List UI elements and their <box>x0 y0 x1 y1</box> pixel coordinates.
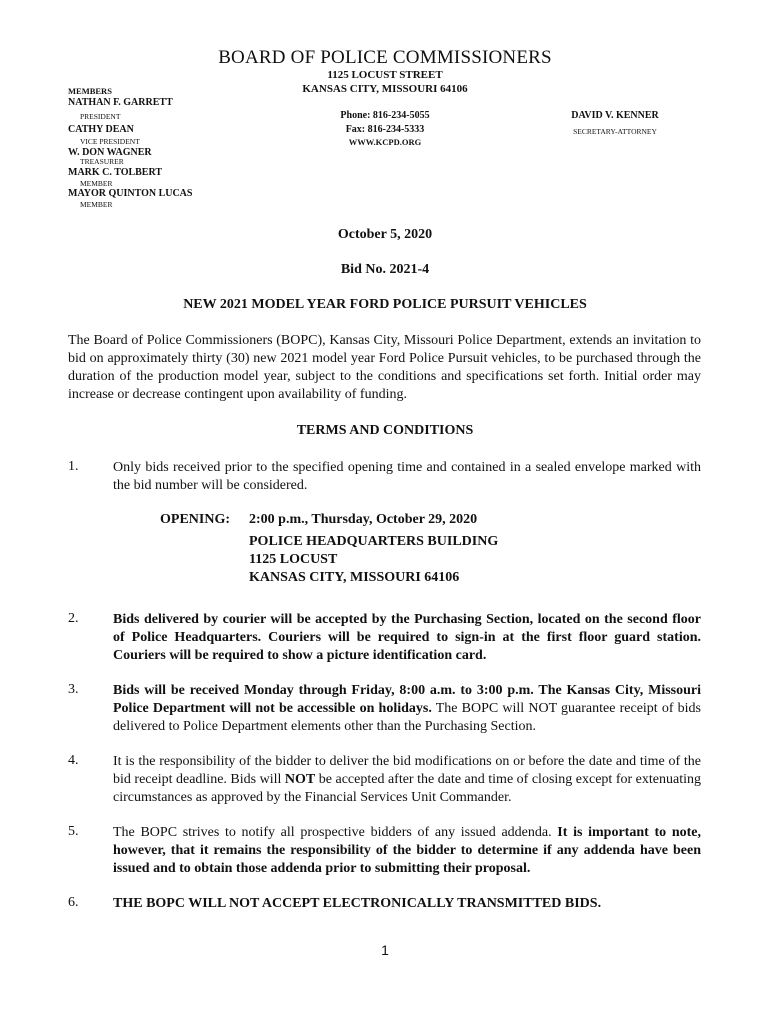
member-name: NATHAN F. GARRETT <box>68 97 173 108</box>
opening-street: 1125 LOCUST <box>249 552 338 567</box>
term-item-2: Bids delivered by courier will be accepted by the Purchasing Section, located on the second floor of Police Headquarters. Couriers will be required to sign-in at the first floor guard station. Couriers will be required to show a picture identification card. <box>113 612 701 663</box>
letterhead-city: KANSAS CITY, MISSOURI 64106 <box>302 83 468 95</box>
letter-date: October 5, 2020 <box>337 227 433 242</box>
term-item-3 <box>113 682 701 736</box>
item-number: 2. <box>68 611 79 626</box>
members-label: MEMBERS <box>68 86 112 96</box>
term-item-4-b: be accepted after the date and time of closing except for extenuating circumstances as approved by the Financial Services Unit Commander. <box>113 772 701 805</box>
terms-heading: TERMS AND CONDITIONS <box>296 423 474 438</box>
item-number: 3. <box>68 682 79 697</box>
member-role: VICE PRESIDENT <box>80 137 140 146</box>
item-number: 5. <box>68 824 79 839</box>
member-role: PRESIDENT <box>80 112 121 121</box>
opening-label: OPENING: <box>160 512 230 527</box>
letter-subject: NEW 2021 MODEL YEAR FORD POLICE PURSUIT VEHICLES <box>183 297 587 312</box>
term-item-5 <box>113 824 701 878</box>
term-item-6: THE BOPC WILL NOT ACCEPT ELECTRONICALLY TRANSMITTED BIDS. <box>113 896 602 911</box>
term-item-4 <box>113 753 701 807</box>
member-name: MARK C. TOLBERT <box>68 167 163 178</box>
member-name: W. DON WAGNER <box>68 147 152 158</box>
item-number: 6. <box>68 895 79 910</box>
term-item-5-bold: It is important to note, however, that it remains the responsibility of the bidder to determine if any addenda have been issued and to obtain those addenda prior to submitting their proposal. <box>113 825 702 876</box>
term-item-3-bold: Bids will be received Monday through Friday, 8:00 a.m. to 3:00 p.m. The Kansas City, Missouri Police Department will not be accessible on holidays. <box>113 683 701 716</box>
term-item-4-not: NOT <box>284 772 316 787</box>
fax-number: Fax: 816-234-5333 <box>345 124 425 135</box>
member-role: MEMBER <box>80 200 113 209</box>
opening-place: POLICE HEADQUARTERS BUILDING <box>249 534 499 549</box>
letterhead-title: BOARD OF POLICE COMMISSIONERS <box>218 47 552 68</box>
item-number: 4. <box>68 753 79 768</box>
opening-time: 2:00 p.m., Thursday, October 29, 2020 <box>249 512 478 527</box>
term-item-3-rest: The BOPC will NOT guarantee receipt of bids delivered to Police Department elements other than the Purchasing Section. <box>113 701 702 734</box>
opening-city: KANSAS CITY, MISSOURI 64106 <box>249 570 460 585</box>
member-role: TREASURER <box>80 157 124 166</box>
phone-number: Phone: 816-234-5055 <box>340 110 430 121</box>
term-item-5-a: The BOPC strives to notify all prospective bidders of any issued addenda. <box>113 825 558 840</box>
term-item-1: Only bids received prior to the specified opening time and contained in a sealed envelope marked with the bid number will be considered. <box>113 460 701 493</box>
term-item-4-a: It is the responsibility of the bidder to deliver the bid modifications on or before the date and time of the bid receipt deadline. Bids will <box>113 754 701 787</box>
letterhead-street: 1125 LOCUST STREET <box>327 69 443 81</box>
member-name: MAYOR QUINTON LUCAS <box>68 188 193 199</box>
bid-number: Bid No. 2021-4 <box>340 262 430 277</box>
intro-paragraph: The Board of Police Commissioners (BOPC), Kansas City, Missouri Police Department, extends an invitation to bid on approximately thirty (30) new 2021 model year Ford Police Pursuit vehicles, to be purchased through the duration of the production model year, subject to the conditions and specifications set forth. Initial order may increase or decrease contingent upon availability of funding. <box>68 333 701 402</box>
secretary-title: SECRETARY-ATTORNEY <box>573 127 657 136</box>
item-number: 1. <box>68 459 79 474</box>
page-number: 1 <box>381 942 389 958</box>
website-link[interactable]: WWW.KCPD.ORG <box>348 137 422 147</box>
member-role: MEMBER <box>80 179 113 188</box>
member-name: CATHY DEAN <box>68 124 134 135</box>
secretary-name: DAVID V. KENNER <box>571 110 659 121</box>
